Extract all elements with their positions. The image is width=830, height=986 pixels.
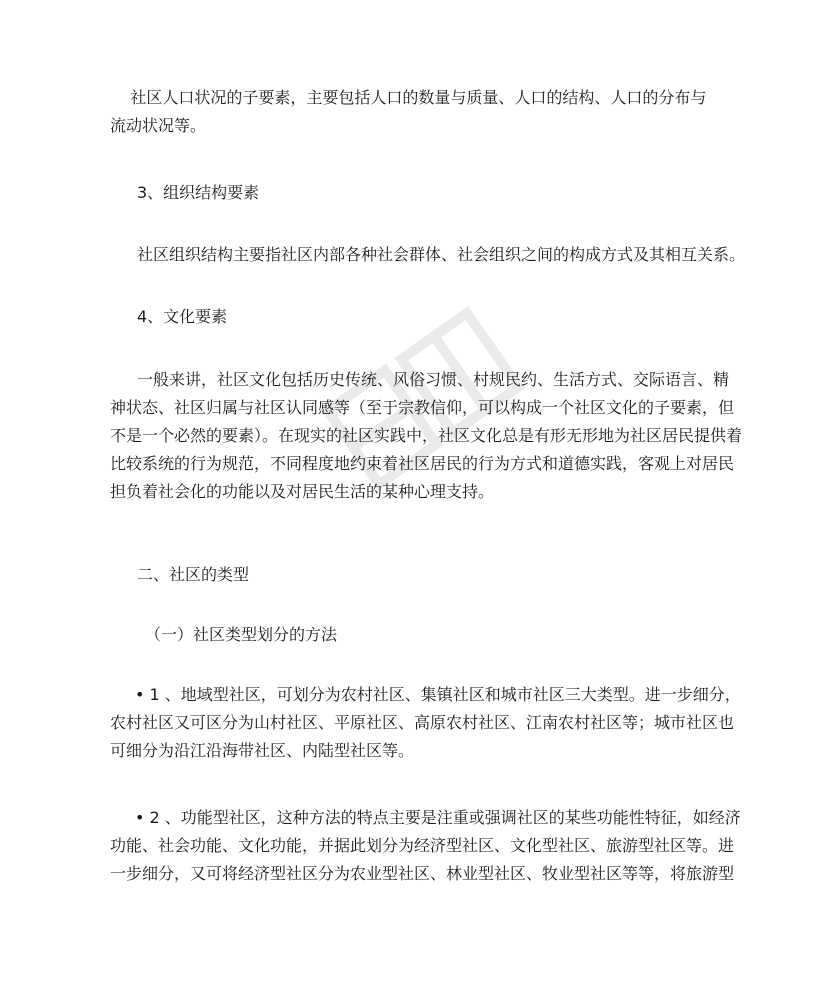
- heading-culture: [137, 303, 757, 331]
- text-line: • 2 、功能型社区，这种方法的特点主要是注重或强调社区的某些功能性特征，如经济: [135, 808, 741, 827]
- heading-text: （一）社区类型划分的方法: [145, 625, 338, 644]
- paragraph-culture: [110, 366, 743, 506]
- text-line: 一般来讲，社区文化包括历史传统、风俗习惯、村规民约、生活方式、交际语言、精: [137, 370, 730, 389]
- paragraph-population: [110, 84, 730, 140]
- paragraph-organization: [137, 241, 757, 269]
- heading-classification-method: [145, 621, 765, 649]
- heading-text: 3、组织结构要素: [137, 183, 260, 202]
- text-line: 功能、社会功能、文化功能，并据此划分为经济型社区、文化型社区、旅游型社区等。进: [110, 836, 735, 855]
- text-line: 比较系统的行为规范，不同程度地约束着社区居民的行为方式和道德实践，客观上对居民: [110, 454, 735, 473]
- heading-organization-structure: [137, 179, 757, 207]
- heading-text: 二、社区的类型: [137, 565, 250, 584]
- heading-community-types: [137, 561, 757, 589]
- paragraph-regional-type: [110, 681, 741, 765]
- text-line: 流动状况等。: [110, 116, 207, 135]
- heading-text: 4、文化要素: [137, 307, 228, 326]
- paragraph-functional-type: [110, 804, 741, 888]
- text-line: 社区组织结构主要指社区内部各种社会群体、社会组织之间的构成方式及其相互关系。: [137, 245, 746, 264]
- text-line: 可细分为沿江沿海带社区、内陆型社区等。: [110, 741, 415, 760]
- text-line: 社区人口状况的子要素，主要包括人口的数量与质量、人口的结构、人口的分布与: [110, 88, 707, 107]
- text-line: • 1 、地域型社区，可划分为农村社区、集镇社区和城市社区三大类型。进一步细分，: [135, 685, 741, 704]
- text-line: 一步细分，又可将经济型社区分为农业型社区、林业型社区、牧业型社区等等，将旅游型: [110, 864, 735, 883]
- text-line: 不是一个必然的要素）。在现实的社区实践中，社区文化总是有形无形地为社区居民提供着: [110, 426, 743, 445]
- text-line: 担负着社会化的功能以及对居民生活的某种心理支持。: [110, 482, 495, 501]
- text-line: 农村社区又可区分为山村社区、平原社区、高原农村社区、江南农村社区等；城市社区也: [110, 713, 735, 732]
- text-line: 神状态、社区归属与社区认同感等（至于宗教信仰，可以构成一个社区文化的子要素，但: [110, 398, 735, 417]
